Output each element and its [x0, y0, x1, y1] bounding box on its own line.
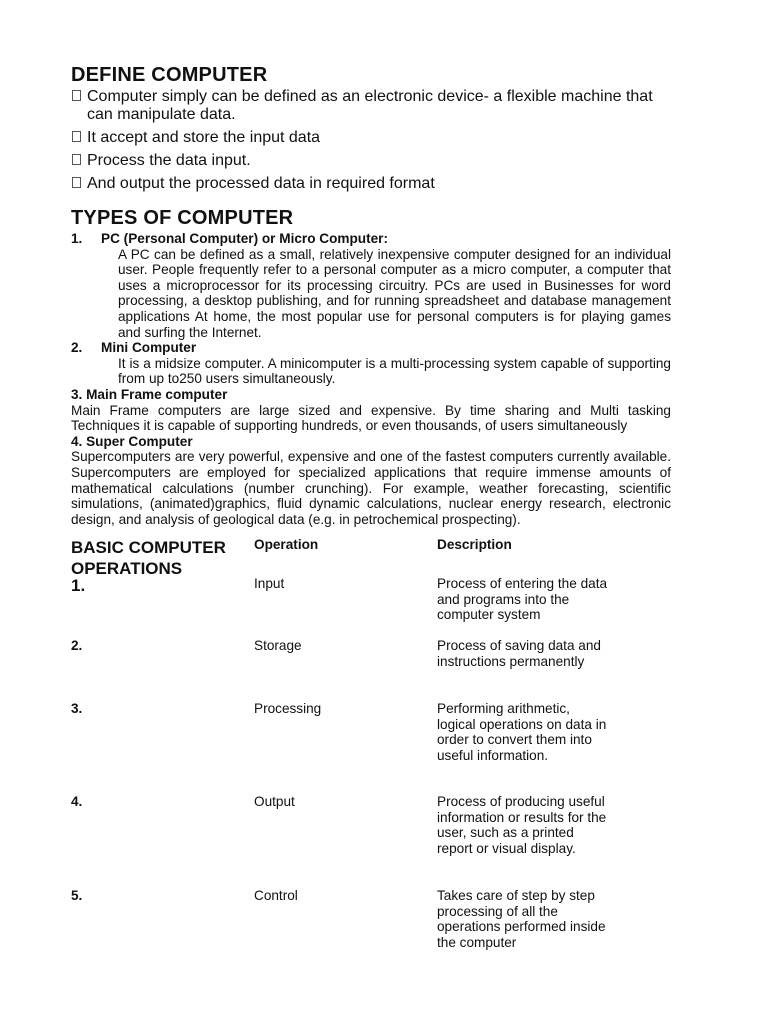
define-bullet-list: [71, 88, 671, 193]
bullet-box-icon: [72, 177, 81, 188]
operations-title-line: OPERATIONS: [71, 559, 183, 579]
define-bullet-text: Process the data input.: [87, 152, 251, 169]
define-bullet-text: And output the processed data in required format: [87, 175, 435, 192]
operations-table: [71, 537, 671, 957]
type-number: 1.: [71, 231, 83, 246]
operation-number: 4.: [71, 794, 83, 810]
define-bullet-text: Computer simply can be defined as an electronic device- a flexible machine that can manipulate data.: [87, 88, 653, 123]
type-heading-text: PC (Personal Computer) or Micro Computer:: [101, 231, 389, 246]
document-page: [71, 62, 671, 957]
define-bullet-item: [71, 88, 671, 124]
operation-number: 3.: [71, 701, 83, 717]
define-bullet-item: [71, 175, 671, 193]
define-bullet-item: [71, 152, 671, 170]
operations-title: [71, 537, 226, 579]
operation-number: 1.: [71, 576, 86, 596]
type-heading-text: Mini Computer: [101, 340, 197, 356]
define-bullet-text: It accept and store the input data: [87, 129, 321, 146]
operation-description: Process of entering the data and programs into the computer system: [437, 576, 608, 623]
operation-name: Input: [254, 576, 285, 592]
operation-description: Process of producing useful information or results for the user, such as a printed report or visual display.: [437, 794, 607, 857]
operation-description: Takes care of step by step processing of all the operations performed inside the computer: [437, 888, 606, 951]
column-header-operation: Operation: [254, 537, 319, 553]
operation-name: Storage: [254, 638, 302, 654]
type-description-mini: It is a midsize computer. A minicomputer is a multi-processing system capable of supporting from up to250 users simultaneously.: [118, 355, 671, 387]
type-description-super: Supercomputers are very powerful, expensive and one of the fastest computers currently available. Supercomputers are employed for specialized applications that require immense amounts of mathematical calculations (number crunching). For example, weather forecasting, scientific simulations, (animated)graphics, fluid dynamic calculations, nuclear energy research, electronic design, and analysis of geological data (e.g. in petrochemical prospecting).: [71, 449, 671, 527]
type-heading-pc: [71, 231, 671, 247]
type-heading-mini: [71, 340, 671, 356]
type-description-mainframe: Main Frame computers are large sized and expensive. By time sharing and Multi tasking Techniques it is capable of supporting hundreds, or even thousands, of users simultaneously: [71, 402, 671, 434]
type-heading-super: 4. Super Computer: [71, 433, 193, 449]
column-header-description: Description: [437, 537, 512, 553]
operation-number: 5.: [71, 888, 83, 904]
define-bullet-item: [71, 129, 671, 147]
operation-number: 2.: [71, 638, 83, 654]
operation-description: Process of saving data and instructions permanently: [437, 638, 601, 669]
types-of-computer-heading: TYPES OF COMPUTER: [71, 207, 294, 229]
operations-title-line: BASIC COMPUTER: [71, 538, 226, 558]
operation-name: Control: [254, 888, 298, 904]
type-description-pc: A PC can be defined as a small, relatively inexpensive computer designed for an individual user. People frequently refer to a personal computer as a micro computer, a computer that uses a microprocessor for its processing circuitry. PCs are used in Businesses for word processing, a desktop publishing, and for running spreadsheet and database management applications At home, the most popular use for personal computers is for playing games and surfing the Internet.: [118, 246, 671, 340]
operation-description: Performing arithmetic, logical operations on data in order to convert them into useful information.: [437, 701, 607, 764]
bullet-box-icon: [72, 131, 81, 142]
operation-name: Processing: [254, 701, 322, 717]
operation-name: Output: [254, 794, 295, 810]
type-heading-mainframe: 3. Main Frame computer: [71, 386, 228, 402]
type-number: 2.: [71, 340, 83, 356]
bullet-box-icon: [72, 154, 81, 165]
define-computer-heading: DEFINE COMPUTER: [71, 64, 268, 86]
bullet-box-icon: [72, 90, 81, 101]
